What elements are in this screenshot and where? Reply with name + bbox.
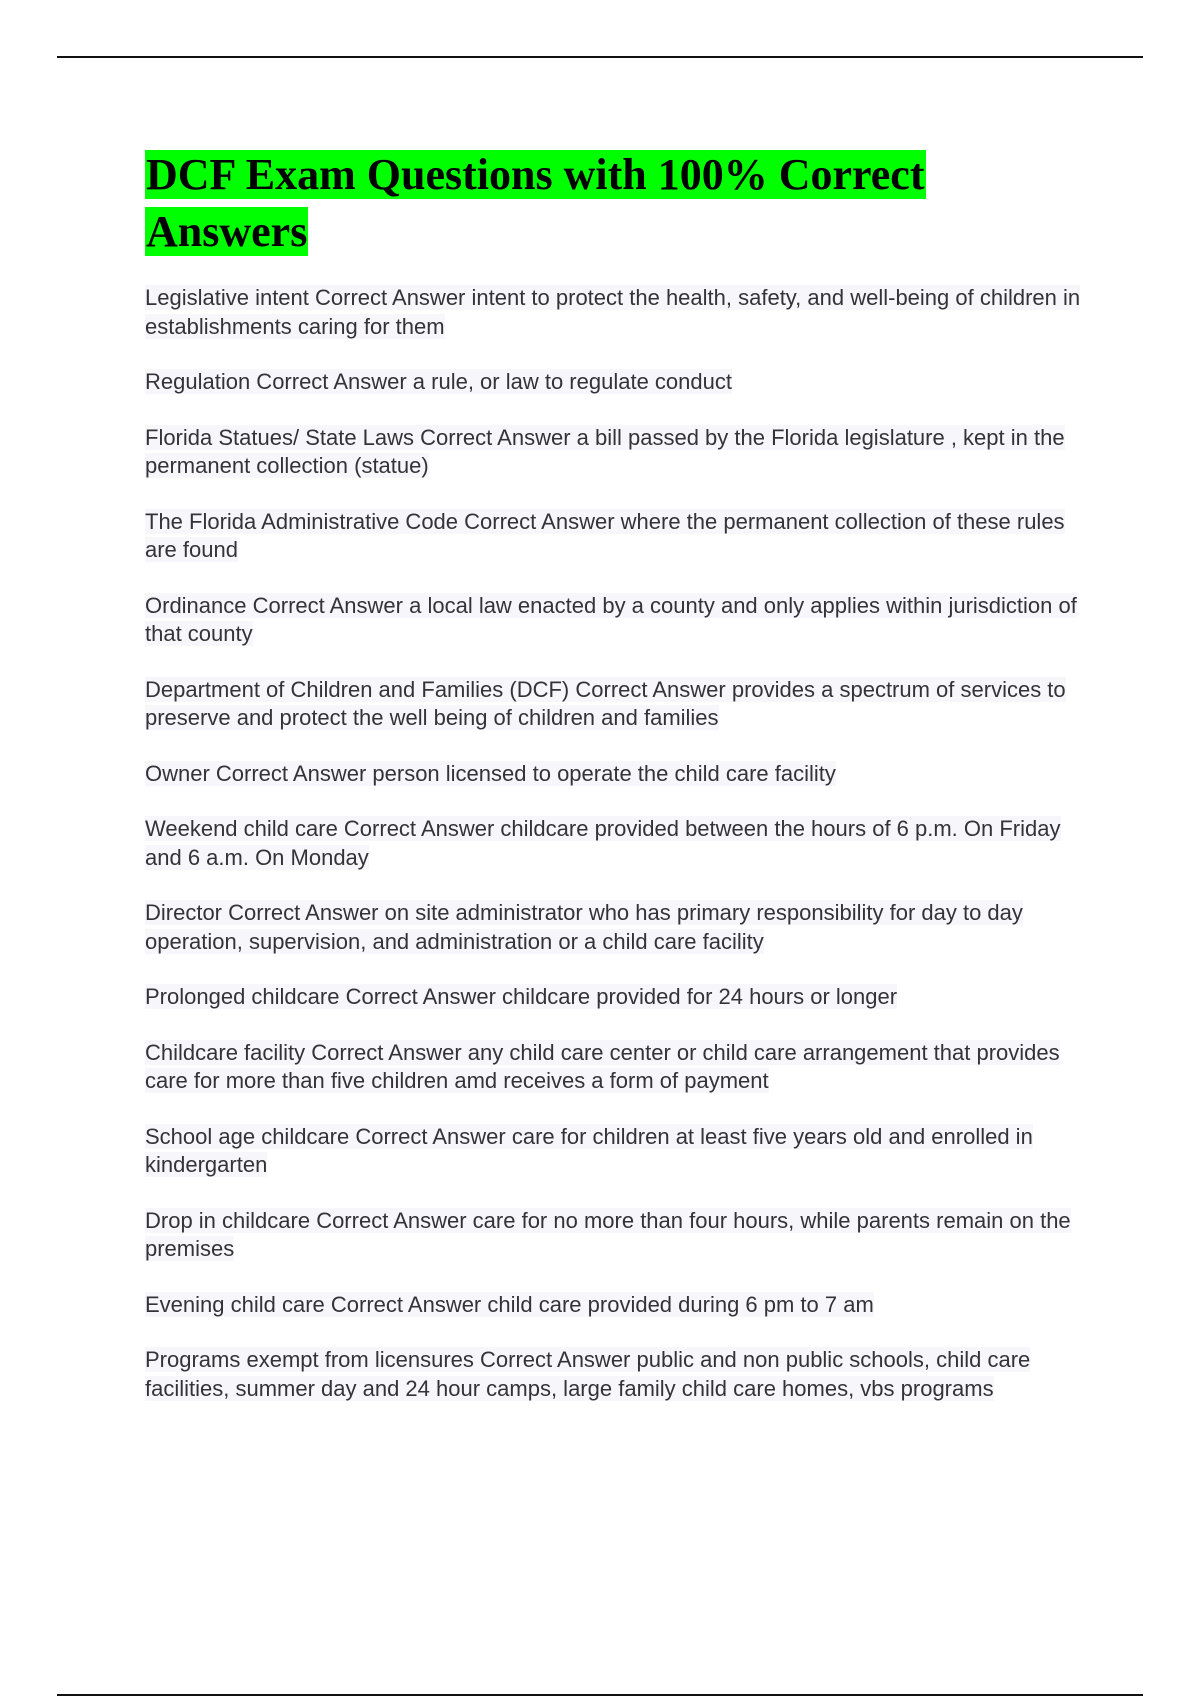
qa-item: Owner Correct Answer person licensed to operate the child care facility (145, 760, 836, 786)
qa-item: Legislative intent Correct Answer intent to protect the health, safety, and well-being of children in establishments caring for them (145, 285, 1081, 339)
qa-item: Florida Statues/ State Laws Correct Answer a bill passed by the Florida legislature , kept in the permanent collection (statue) (145, 424, 1065, 478)
document-title (145, 146, 1085, 260)
qa-item: Ordinance Correct Answer a local law enacted by a county and only applies within jurisdiction of that county (145, 592, 1077, 646)
bottom-rule (57, 1694, 1143, 1696)
qa-item: Evening child care Correct Answer child care provided during 6 pm to 7 am (145, 1291, 874, 1317)
qa-item: The Florida Administrative Code Correct Answer where the permanent collection of these rules are found (145, 508, 1065, 562)
top-rule (57, 56, 1143, 58)
document-body (145, 146, 1085, 1430)
qa-item: Director Correct Answer on site administrator who has primary responsibility for day to day operation, supervision, and administration or a child care facility (145, 900, 1023, 954)
title-highlight: DCF Exam Questions with 100% Correct Answers (146, 150, 925, 256)
qa-item: Department of Children and Families (DCF) Correct Answer provides a spectrum of services to preserve and protect the well being of children and families (145, 676, 1066, 730)
qa-item: Prolonged childcare Correct Answer childcare provided for 24 hours or longer (145, 984, 898, 1009)
qa-item: Programs exempt from licensures Correct Answer public and non public schools, child care facilities, summer day and 24 hour camps, large family child care homes, vbs programs (145, 1347, 1031, 1401)
qa-item: Childcare facility Correct Answer any child care center or child care arrangement that provides care for more than five children amd receives a form of payment (145, 1039, 1060, 1093)
qa-item: School age childcare Correct Answer care for children at least five years old and enrolled in kindergarten (145, 1123, 1033, 1177)
qa-item: Regulation Correct Answer a rule, or law to regulate conduct (145, 369, 732, 394)
qa-item: Drop in childcare Correct Answer care for no more than four hours, while parents remain on the premises (145, 1207, 1071, 1261)
qa-item: Weekend child care Correct Answer childcare provided between the hours of 6 p.m. On Friday and 6 a.m. On Monday (145, 816, 1061, 870)
